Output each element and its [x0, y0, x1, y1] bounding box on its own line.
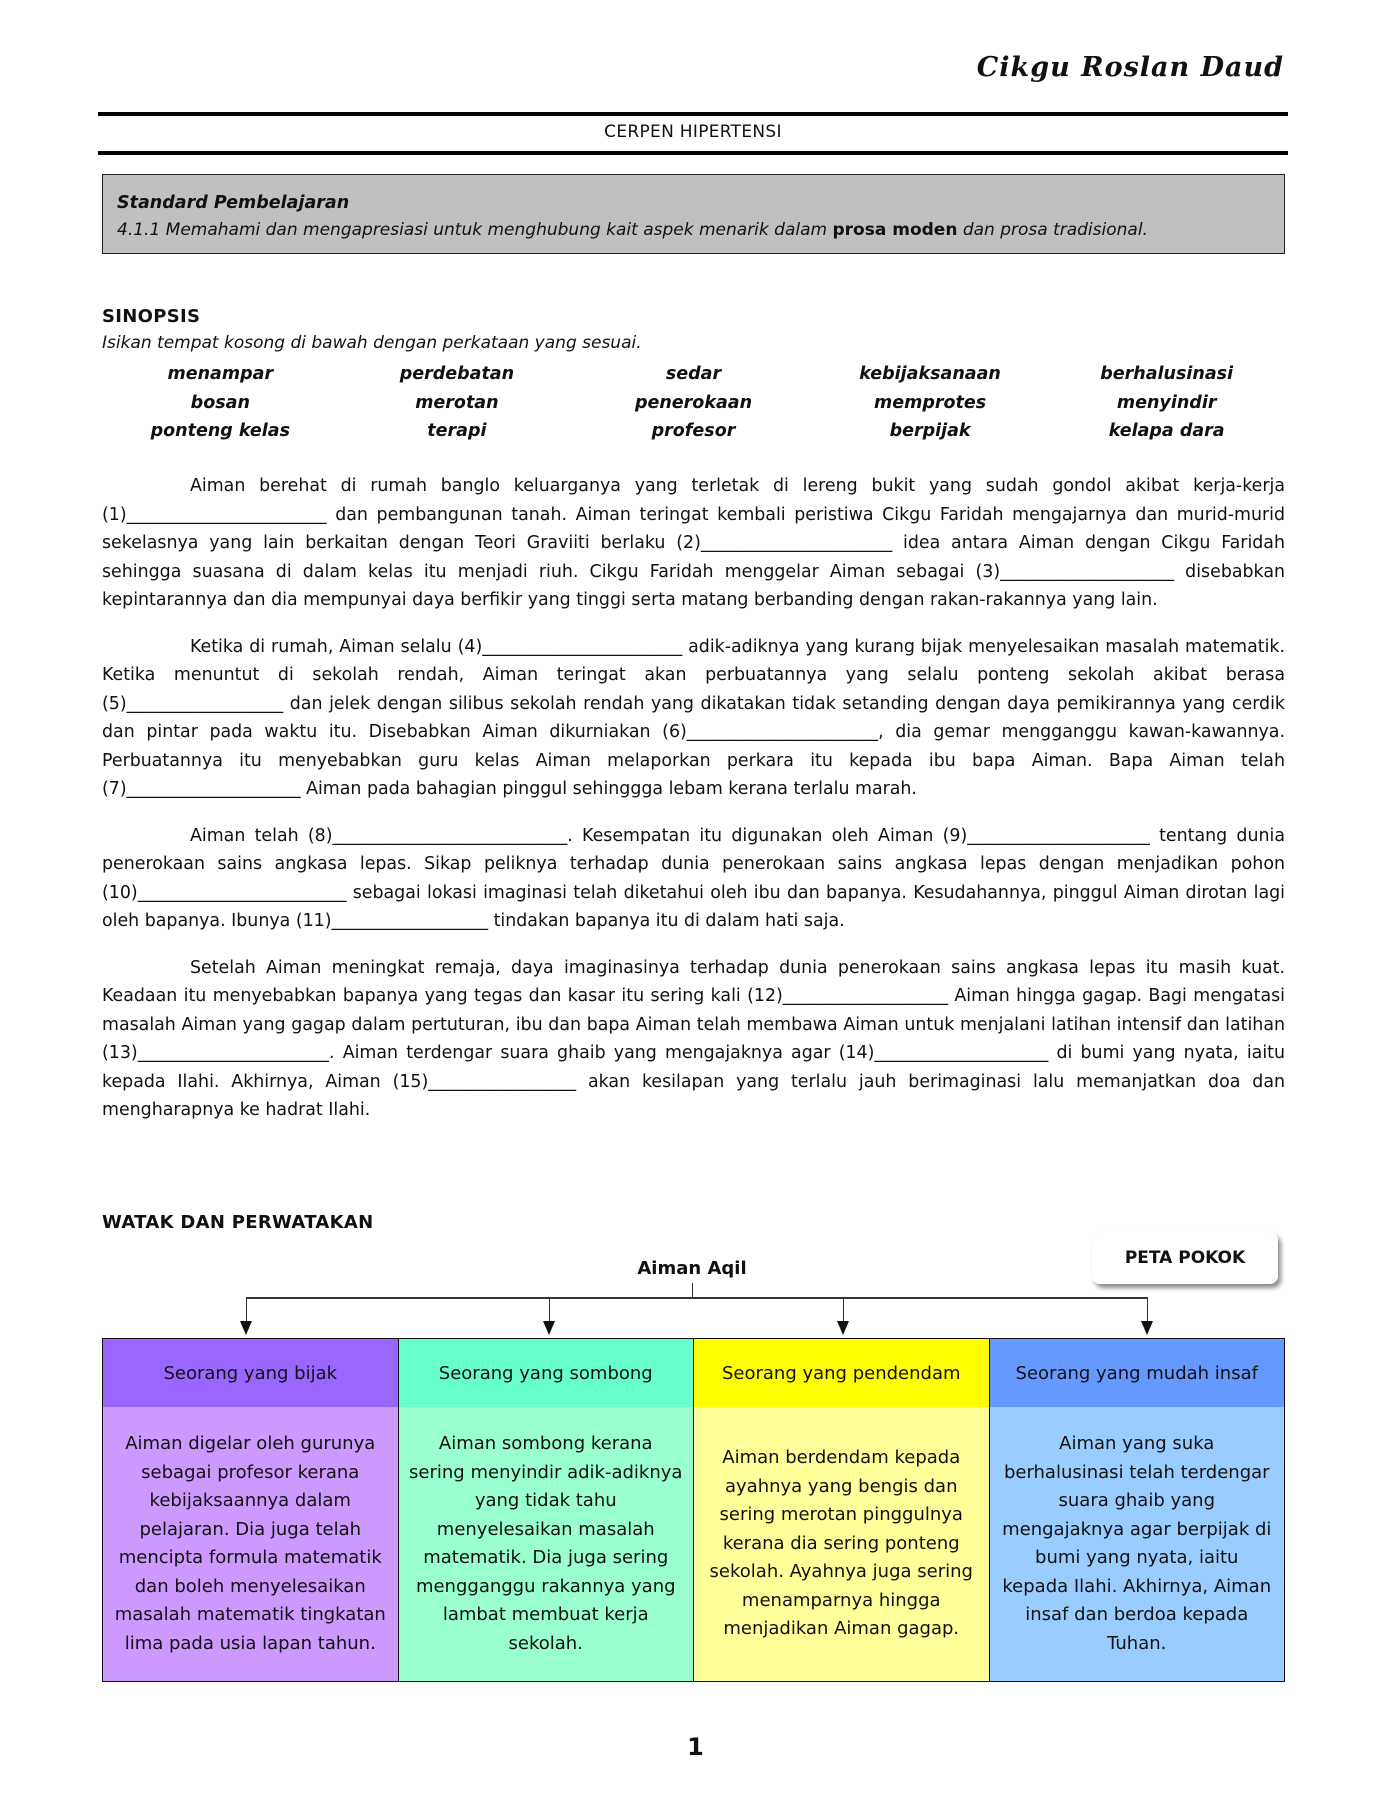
- branch-stem: [549, 1297, 550, 1323]
- word-bank-item: merotan: [415, 392, 499, 413]
- trait-description: Aiman sombong kerana sering menyindir adik-adiknya yang tidak tahu menyelesaikan masalah matematik. Dia juga sering mengganggu rakannya yang lambat membuat kerja sekolah.: [399, 1407, 694, 1681]
- root-connector: [692, 1283, 693, 1297]
- learning-standard-box: [102, 174, 1285, 254]
- character-traits-table: [102, 1338, 1285, 1682]
- sinopsis-passage: [102, 472, 1285, 1143]
- peta-pokok-badge: PETA POKOK: [1092, 1232, 1278, 1284]
- word-bank-item: terapi: [427, 421, 487, 442]
- trait-column-sombong: [399, 1339, 695, 1681]
- arrow-down-icon: [240, 1321, 252, 1335]
- trait-column-bijak: [103, 1339, 399, 1681]
- trait-column-pendendam: [694, 1339, 990, 1681]
- word-bank-item: memprotes: [873, 392, 987, 413]
- author-brand: Cikgu Roslan Daud: [976, 52, 1284, 83]
- word-bank-item: berhalusinasi: [1100, 364, 1234, 385]
- arrow-down-icon: [1141, 1321, 1153, 1335]
- standard-text-bold: prosa moden: [832, 220, 958, 240]
- trait-description: Aiman digelar oleh gurunya sebagai profesor kerana kebijaksaannya dalam pelajaran. Dia juga telah mencipta formula matematik dan boleh menyelesaikan masalah matematik tingkatan lima pada usia lapan tahun.: [103, 1407, 398, 1681]
- page-number: 1: [687, 1733, 704, 1761]
- passage-paragraph: Aiman berehat di rumah banglo keluarganya yang terletak di lereng bukit yang sudah gondol akibat kerja-kerja (1)_______________________ dan pembangunan tanah. Aiman teringat kembali peristiwa Cikgu Faridah mengajarnya dan murid-murid sekelasnya yang lain berkaitan dengan Teori Graviiti berlaku (2)______________________ idea antara Aiman dengan Cikgu Faridah sehingga suasana di dalam kelas itu menjadi riuh. Cikgu Faridah menggelar Aiman sebagai (3)____________________ disebabkan kepintarannya dan dia mempunyai daya berfikir yang tinggi serta matang berbanding dengan rakan-rakannya yang lain.: [102, 476, 1285, 610]
- word-bank-item: bosan: [190, 392, 250, 413]
- word-bank-item: menampar: [167, 364, 274, 385]
- word-bank-item: kebijaksanaan: [859, 364, 1001, 385]
- arrow-down-icon: [837, 1321, 849, 1335]
- word-bank-item: ponteng kelas: [150, 421, 291, 442]
- trait-title: Seorang yang mudah insaf: [990, 1339, 1285, 1407]
- word-bank: [102, 360, 1285, 446]
- passage-paragraph: Aiman telah (8)___________________________. Kesempatan itu digunakan oleh Aiman (9)_____________________ tentang dunia penerokaan sains angkasa lepas. Sikap peliknya terhadap dunia penerokaan sains angkasa lepas dengan menjadikan pohon (10)________________________ sebagai lokasi imaginasi telah diketahui oleh ibu dan bapanya. Kesudahannya, pinggul Aiman dirotan lagi oleh bapanya. Ibunya (11)__________________ tindakan bapanya itu di dalam hati saja.: [102, 825, 1285, 931]
- word-bank-item: sedar: [665, 364, 722, 385]
- standard-text: [117, 217, 1270, 243]
- word-bank-item: kelapa dara: [1108, 421, 1225, 442]
- standard-text-part: dan prosa tradisional.: [957, 220, 1148, 240]
- trait-title: Seorang yang pendendam: [694, 1339, 989, 1407]
- arrow-down-icon: [543, 1321, 555, 1335]
- standard-text-part: 4.1.1 Memahami dan mengapresiasi untuk menghubung kait aspek menarik dalam: [117, 220, 833, 240]
- word-bank-item: penerokaan: [634, 392, 753, 413]
- word-bank-item: berpijak: [889, 421, 971, 442]
- watak-heading: WATAK DAN PERWATAKAN: [102, 1212, 374, 1233]
- trait-title: Seorang yang sombong: [399, 1339, 694, 1407]
- word-bank-row: [102, 389, 1285, 418]
- branch-stem: [246, 1297, 247, 1323]
- trait-description: Aiman berdendam kepada ayahnya yang bengis dan sering merotan pinggulnya kerana dia sering ponteng sekolah. Ayahnya juga sering menamparnya hingga menjadikan Aiman gagap.: [694, 1407, 989, 1681]
- branch-stem: [1147, 1297, 1148, 1323]
- branch-line: [246, 1297, 1148, 1299]
- trait-description: Aiman yang suka berhalusinasi telah terdengar suara ghaib yang mengajaknya agar berpijak di bumi yang nyata, iaitu kepada Ilahi. Akhirnya, Aiman insaf dan berdoa kepada Tuhan.: [990, 1407, 1285, 1681]
- tree-root-label: Aiman Aqil: [637, 1258, 747, 1279]
- sinopsis-heading: SINOPSIS: [102, 306, 201, 327]
- word-bank-item: perdebatan: [399, 364, 515, 385]
- word-bank-item: menyindir: [1116, 392, 1217, 413]
- trait-title: Seorang yang bijak: [103, 1339, 398, 1407]
- sinopsis-instruction: Isikan tempat kosong di bawah dengan perkataan yang sesuai.: [102, 333, 642, 353]
- word-bank-row: [102, 360, 1285, 389]
- trait-column-insaf: [990, 1339, 1285, 1681]
- word-bank-item: profesor: [651, 421, 736, 442]
- standard-heading: Standard Pembelajaran: [117, 193, 350, 213]
- passage-paragraph: Setelah Aiman meningkat remaja, daya imaginasinya terhadap dunia penerokaan sains angkasa lepas itu masih kuat. Keadaan itu menyebabkan bapanya yang tegas dan kasar itu sering kali (12)___________________ Aiman hingga gagap. Bagi mengatasi masalah Aiman yang gagap dalam pertuturan, ibu dan bapa Aiman telah membawa Aiman untuk menjalani latihan intensif dan latihan (13)______________________. Aiman terdengar suara ghaib yang mengajaknya agar (14)____________________ di bumi yang nyata, iaitu kepada Ilahi. Akhirnya, Aiman (15)_________________ akan kesilapan yang terlalu jauh berimaginasi lalu memanjatkan doa dan mengharapnya ke hadrat Ilahi.: [102, 957, 1285, 1120]
- branch-stem: [843, 1297, 844, 1323]
- title-rule: [98, 151, 1288, 155]
- document-title: CERPEN HIPERTENSI: [604, 122, 782, 142]
- top-rule: [98, 112, 1288, 116]
- word-bank-row: [102, 417, 1285, 446]
- passage-paragraph: Ketika di rumah, Aiman selalu (4)_______________________ adik-adiknya yang kurang bijak menyelesaikan masalah matematik. Ketika menuntut di sekolah rendah, Aiman teringat akan perbuatannya yang selalu ponteng sekolah akibat berasa (5)__________________ dan jelek dengan silibus sekolah rendah yang dikatakan tidak setanding dengan daya pemikirannya yang cerdik dan pintar pada waktu itu. Disebabkan Aiman dikurniakan (6)______________________, dia gemar mengganggu kawan-kawannya. Perbuatannya itu menyebabkan guru kelas Aiman melaporkan perkara itu kepada ibu bapa Aiman. Bapa Aiman telah (7)____________________ Aiman pada bahagian pinggul sehinggga lebam kerana terlalu marah.: [102, 636, 1285, 799]
